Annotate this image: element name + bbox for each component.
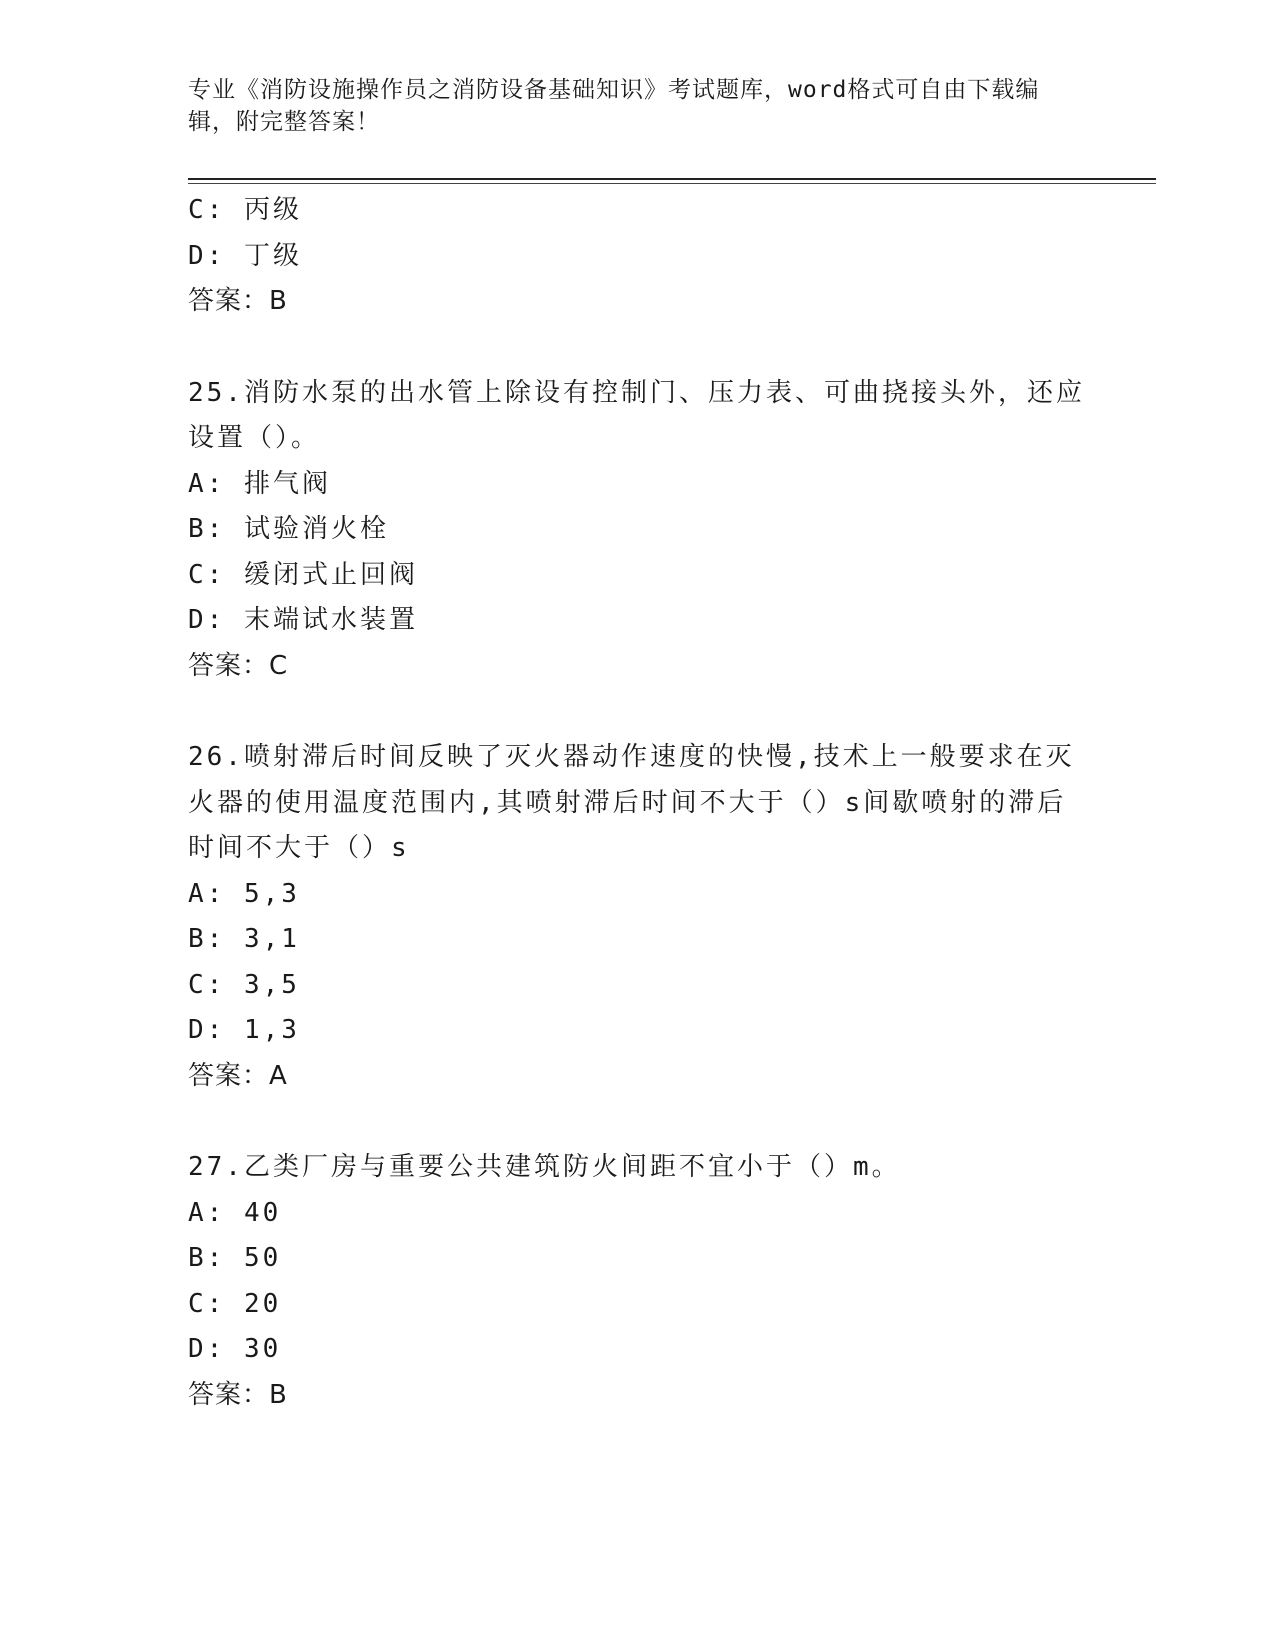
- question-26: [188, 735, 1088, 1099]
- question-text-line: 25.消防水泵的出水管上除设有控制门、压力表、可曲挠接头外，还应: [188, 377, 1085, 408]
- option-c: C: 丙级: [188, 195, 302, 225]
- answer-line: 答案：A: [188, 1060, 288, 1091]
- option-d: D: 末端试水装置: [188, 605, 418, 635]
- option-d: D: 1,3: [188, 1015, 300, 1045]
- option-b: B: 试验消火栓: [188, 514, 389, 544]
- question-text-line: 26.喷射滞后时间反映了灭火器动作速度的快慢,技术上一般要求在灭: [188, 742, 1075, 772]
- question-list: [188, 188, 1088, 1418]
- question-text-line: 时间不大于（）s: [188, 833, 410, 863]
- option-d: D: 30: [188, 1334, 282, 1364]
- header-divider-thick: [188, 178, 1156, 180]
- spacer: [188, 325, 1088, 371]
- option-a: A: 40: [188, 1197, 282, 1228]
- question-text-line: 火器的使用温度范围内,其喷射滞后时间不大于（）s间歇喷射的滞后: [188, 787, 1067, 818]
- document-header: [188, 74, 1068, 138]
- question-25: [188, 371, 1088, 690]
- option-b: B: 50: [188, 1243, 282, 1273]
- header-line-2: 辑，附完整答案！: [188, 109, 380, 135]
- answer-line: 答案：B: [188, 286, 288, 316]
- header-divider-thin: [188, 183, 1156, 184]
- option-d: D: 丁级: [188, 240, 302, 271]
- option-c: C: 3,5: [188, 969, 300, 1000]
- header-line-1: 专业《消防设施操作员之消防设备基础知识》考试题库，word格式可自由下载编: [188, 77, 1040, 103]
- spacer: [188, 689, 1088, 735]
- answer-line: 答案：B: [188, 1379, 288, 1410]
- answer-line: 答案：C: [188, 650, 289, 681]
- option-c: C: 缓闭式止回阀: [188, 559, 418, 590]
- option-b: B: 3,1: [188, 924, 300, 954]
- option-c: C: 20: [188, 1288, 282, 1319]
- previous-question-tail: [188, 188, 1088, 325]
- option-a: A: 5,3: [188, 878, 300, 909]
- spacer: [188, 1099, 1088, 1145]
- option-a: A: 排气阀: [188, 468, 331, 499]
- question-27: [188, 1145, 1088, 1418]
- question-text-line: 设置（）。: [188, 423, 321, 453]
- question-text-line: 27.乙类厂房与重要公共建筑防火间距不宜小于（）m。: [188, 1152, 901, 1182]
